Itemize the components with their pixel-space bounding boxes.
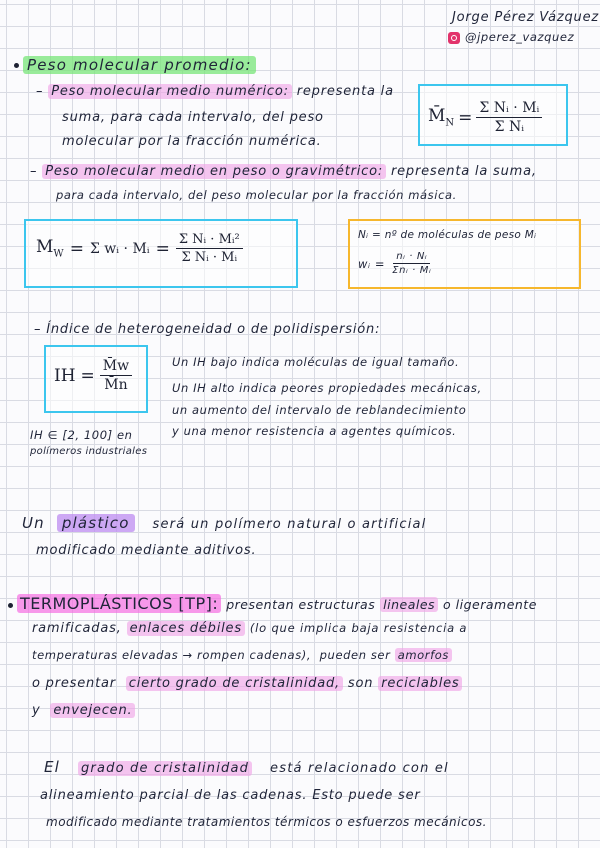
formula-mw-lhs: $M_W$ (36, 237, 64, 260)
definition-wi: wᵢ = $\frac{\text{nᵢ · Nᵢ}}{\text{Σnᵢ · Mᵢ}}$ (358, 251, 432, 276)
author-name: Jorge Pérez Vázquez (452, 10, 600, 25)
formula-mw-box: $M_W$ = Σ wᵢ · Mᵢ = $\frac{\text{Σ Nᵢ · Mᵢ²}}{\text{Σ Nᵢ · Mᵢ}}$ (24, 219, 298, 288)
ih-range-line1: IH ∈ [2, 100] en (30, 428, 133, 442)
mn-title-line: – Peso molecular medio numérico: representa la (36, 84, 394, 99)
ih-range-line2: polímeros industriales (30, 446, 148, 457)
mn-line2: suma, para cada intervalo, del peso (62, 110, 324, 125)
mn-line3: molecular por la fracción numérica. (62, 134, 322, 149)
definition-ni: Nᵢ = nº de moléculas de peso Mᵢ (358, 229, 537, 241)
mw-title-line: – Peso molecular medio en peso o gravimétrico: representa la suma, (30, 164, 537, 179)
instagram-icon (448, 32, 460, 44)
mw-line2: para cada intervalo, del peso molecular por la fracción másica. (56, 188, 457, 202)
cristalinidad-line2: alineamiento parcial de las cadenas. Esto puede ser (40, 788, 421, 803)
plastico-line2: modificado mediante aditivos. (36, 543, 257, 558)
formula-mn-lhs: $M̄_N$ (428, 106, 455, 129)
definitions-box (348, 219, 581, 289)
cristalinidad-line3: modificado mediante tratamientos térmicos o esfuerzos mecánicos. (46, 815, 487, 829)
ih-high-line1: Un IH alto indica peores propiedades mecánicas, (172, 381, 482, 395)
section-heading-polidispersion: – Índice de heterogeneidad o de polidispersión: (34, 322, 381, 337)
formula-mn-fraction: $\frac{\text{Σ Nᵢ · Mᵢ}}{\text{Σ Nᵢ}}$ (476, 100, 542, 135)
termoplasticos-line5: y envejecen. (32, 703, 135, 718)
bullet-icon (8, 603, 13, 608)
cristalinidad-line1: El grado de cristalinidad está relacionado con el (44, 758, 449, 776)
author-handle[interactable]: @jperez_vazquez (448, 30, 574, 44)
formula-mw-fraction: $\frac{\text{Σ Nᵢ · Mᵢ²}}{\text{Σ Nᵢ · Mᵢ}}$ (176, 232, 243, 265)
termoplasticos-line1: TERMOPLÁSTICOS [TP]: presentan estructuras lineales o ligeramente (8, 594, 537, 613)
formula-ih-box: IH = $\frac{M̄w}{M̄n}$ (44, 345, 148, 413)
section-heading-peso-molecular: Peso molecular promedio: (14, 56, 256, 74)
plastico-line1: Un plástico será un polímero natural o artificial (22, 514, 427, 532)
termoplasticos-line3: temperaturas elevadas → rompen cadenas), pueden ser amorfos (32, 648, 452, 662)
bullet-icon (14, 63, 19, 68)
termoplasticos-line2: ramificadas, enlaces débiles (lo que implica baja resistencia a (32, 621, 468, 636)
formula-ih-fraction: $\frac{M̄w}{M̄n}$ (100, 358, 132, 393)
formula-mn-box: $M̄_N$ = $\frac{\text{Σ Nᵢ · Mᵢ}}{\text{Σ Nᵢ}}$ (418, 84, 568, 146)
ih-high-line3: y una menor resistencia a agentes químicos. (172, 424, 457, 438)
termoplasticos-line4: o presentar cierto grado de cristalinidad, son reciclables (32, 676, 462, 691)
ih-high-line2: un aumento del intervalo de reblandecimiento (172, 403, 467, 417)
ih-low-text: Un IH bajo indica moléculas de igual tamaño. (172, 355, 460, 369)
